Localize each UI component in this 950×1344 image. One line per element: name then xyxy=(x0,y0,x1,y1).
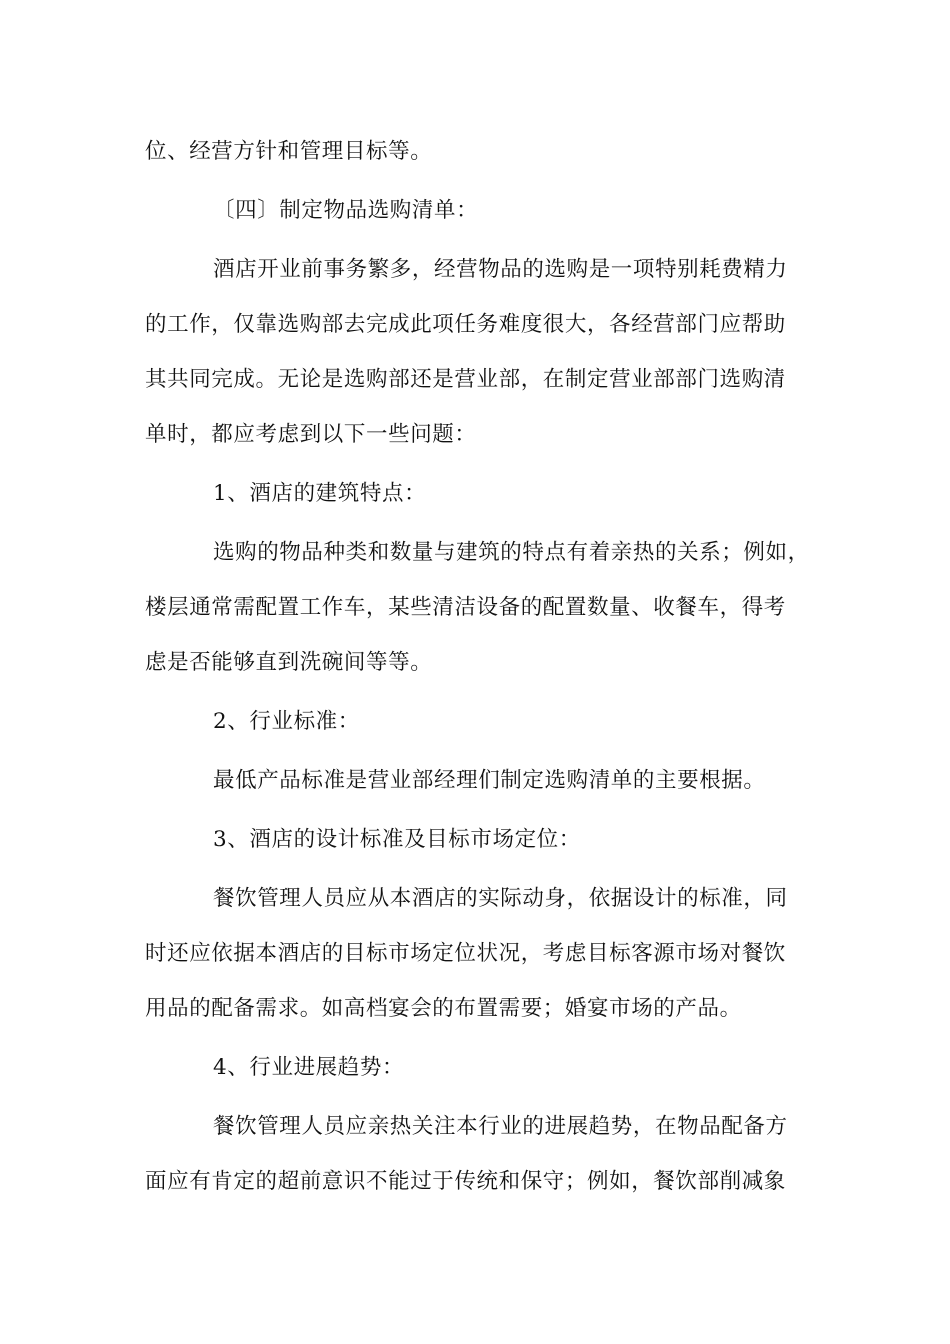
paragraph-line: 酒店开业前事务繁多，经营物品的选购是一项特别耗费精力 xyxy=(213,257,788,282)
paragraph-line: 时还应依据本酒店的目标市场定位状况，考虑目标客源市场对餐饮 xyxy=(145,941,786,966)
subheading-4: 4、行业进展趋势： xyxy=(213,1055,405,1080)
paragraph-line: 用品的配备需求。如高档宴会的布置需要；婚宴市场的产品。 xyxy=(145,996,742,1021)
paragraph-line: 餐饮管理人员应从本酒店的实际动身，依据设计的标准，同 xyxy=(213,886,788,911)
paragraph-line: 楼层通常需配置工作车，某些清洁设备的配置数量、收餐车，得考 xyxy=(145,595,786,620)
paragraph-line: 其共同完成。无论是选购部还是营业部，在制定营业部部门选购清 xyxy=(145,367,786,392)
paragraph-line: 虑是否能够直到洗碗间等等。 xyxy=(145,650,433,675)
paragraph-line: 的工作，仅靠选购部去完成此项任务难度很大，各经营部门应帮助 xyxy=(145,312,786,337)
section-heading-4: 〔四〕制定物品选购清单： xyxy=(213,198,479,223)
subheading-3: 3、酒店的设计标准及目标市场定位： xyxy=(213,827,581,852)
subheading-2: 2、行业标准： xyxy=(213,709,360,734)
paragraph-line: 最低产品标准是营业部经理们制定选购清单的主要根据。 xyxy=(213,768,766,793)
subheading-1: 1、酒店的建筑特点： xyxy=(213,481,427,506)
paragraph-line: 单时，都应考虑到以下一些问题： xyxy=(145,422,477,447)
paragraph-line: 面应有肯定的超前意识不能过于传统和保守；例如，餐饮部削减象 xyxy=(145,1169,786,1194)
paragraph-continuation-line: 位、经营方针和管理目标等。 xyxy=(145,139,433,164)
paragraph-line: 选购的物品种类和数量与建筑的特点有着亲热的关系；例如， xyxy=(213,540,810,565)
paragraph-line: 餐饮管理人员应亲热关注本行业的进展趋势，在物品配备方 xyxy=(213,1114,788,1139)
